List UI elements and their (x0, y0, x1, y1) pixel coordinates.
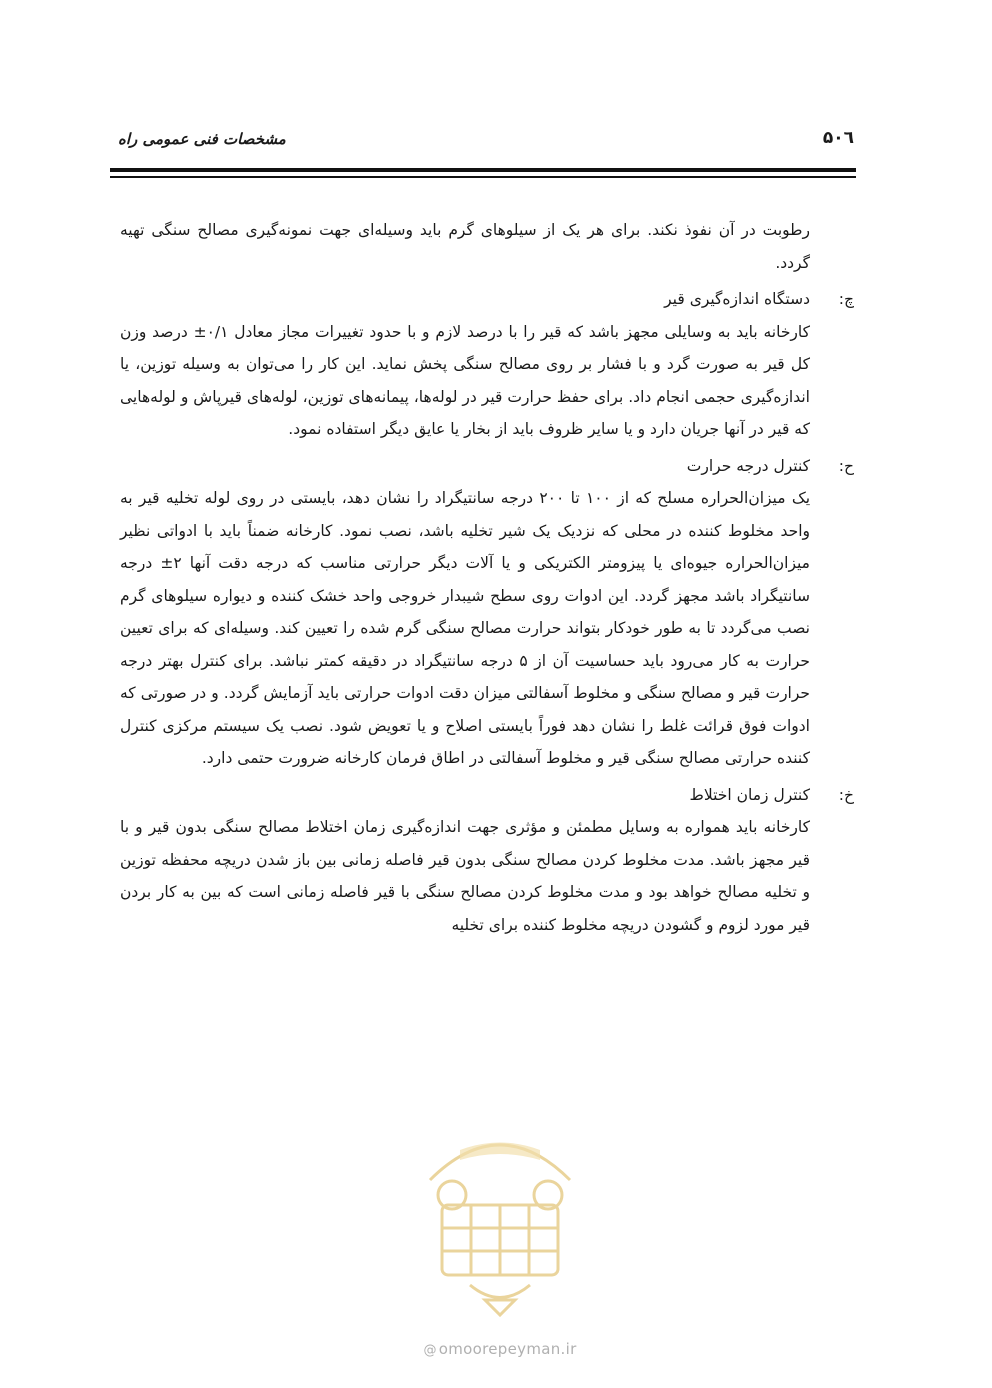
intro-paragraph: رطوبت در آن نفوذ نکند. برای هر یک از سیلوهای گرم باید وسیله‌ای جهت نمونه‌گیری مصالح سنگی تهیه گردد. (120, 221, 810, 272)
section-letter: خ: (838, 785, 854, 804)
section-title: کنترل درجه حرارت (686, 456, 810, 475)
section-heading (120, 450, 854, 483)
watermark-url-text: omoorepeyman.ir (438, 1340, 577, 1358)
watermark-url (395, 1340, 605, 1358)
body-content (120, 214, 854, 941)
section-title: دستگاه اندازه‌گیری قیر (664, 290, 810, 308)
at-sign-icon: @ (423, 1343, 437, 1358)
section-heading (120, 283, 854, 316)
section-body: کارخانه باید به وسایلی مجهز باشد که قیر را با درصد لازم و با حدود تغییرات مجاز معادل ۰/۱± درصد وزن کل قیر به صورت گرد و با فشار بر روی مصالح سنگی پخش نماید. این کار را می‌توان به وسیله توزین، یا اندازه‌گیری حجمی انجام داد. برای حفظ حرارت قیر در لوله‌ها، پیمانه‌های توزین، لوله‌های قیرپاش و لوله‌هایی که قیر در آنها جریان دارد و یا سایر ظروف باید از بخار یا عایق دیگر استفاده نمود. (120, 322, 810, 438)
section-heading (120, 779, 854, 812)
section-title: کنترل زمان اختلاط (689, 785, 810, 804)
section-body: یک میزان‌الحراره مسلح که از ۱۰۰ تا ۲۰۰ درجه سانتیگراد را نشان دهد، بایستی در روی لوله تخلیه قیر به واحد مخلوط کننده در محلی که نزدیک یک شیر تخلیه باشد، نصب نمود. کارخانه ضمناً باید با ادواتی نظیر میزان‌الحراره جیوه‌ای یا پیزومتر الکتریکی و یا آلات دیگر حرارتی مناسب که درجه دقت آنها ۲± درجه سانتیگراد باشد مجهز گردد. این ادوات روی سطح شیبدار خروجی واحد خشک کننده و دیواره سیلوهای گرم نصب می‌گردد تا به طور خودکار بتواند حرارت مصالح سنگی گرم شده را تعیین کند. وسیله‌ای که برای تعیین حرارت به کار می‌رود باید حساسیت آن از ۵ درجه سانتیگراد در دقیقه کمتر نباشد. برای کنترل بهتر درجه حرارت قیر و مصالح سنگی و مخلوط آسفالتی میزان دقت ادوات حرارتی باید آزمایش گردد. و در صورتی که ادوات فوق قرائت غلط را نشان دهد فوراً بایستی اصلاح و یا تعویض شود. نصب یک سیستم مرکزی کنترل کننده حرارتی مصالح سنگی قیر و مخلوط آسفالتی در اطاق فرمان کارخانه ضرورت حتمی دارد. (120, 489, 811, 767)
section-letter: چ: (838, 290, 854, 308)
section-letter: ح: (838, 456, 854, 475)
header-rule-thick (110, 168, 856, 172)
page-header (118, 128, 854, 160)
section-body: کارخانه باید همواره به وسایل مطمئن و مؤثری جهت اندازه‌گیری زمان اختلاط مصالح سنگی بدون قیر و با قیر مجهز باشد. مدت مخلوط کردن مصالح سنگی بدون قیر فاصله زمانی بین باز شدن دریچه محفظه توزین و تخلیه مصالح خواهد بود و مدت مخلوط کردن مصالح سنگی با قیر فاصله زمانی است که بین به کار بردن قیر مورد لزوم و گشودن دریچه مخلوط کننده برای تخلیه (120, 818, 810, 934)
page-number: ۵۰٦ (822, 128, 854, 148)
header-rule-thin (110, 176, 856, 178)
running-title: مشخصات فنی عمومی راه (118, 130, 286, 148)
watermark-seal-logo (400, 1110, 600, 1320)
